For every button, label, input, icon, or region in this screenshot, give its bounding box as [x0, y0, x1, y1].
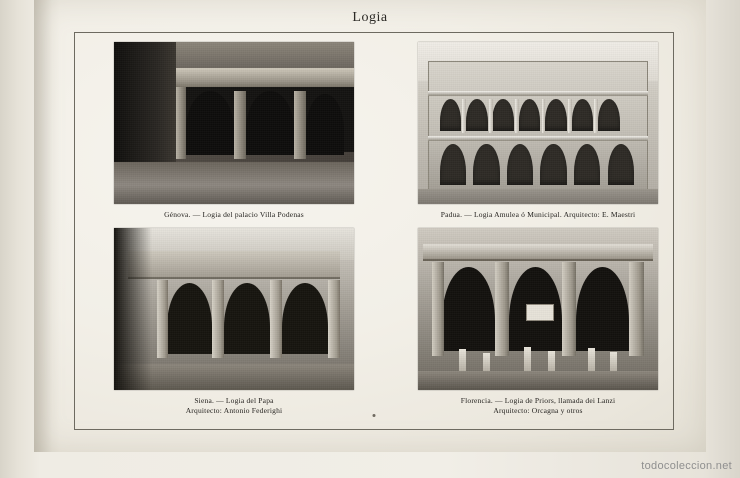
- figure-siena: [114, 228, 354, 416]
- statue-shape: [459, 349, 466, 371]
- photo-padua: [418, 42, 658, 204]
- figure-caption: [114, 396, 354, 416]
- arch-shape: [224, 283, 270, 354]
- ground-shape: [418, 189, 658, 204]
- caption-line-2: Arquitecto: Orcagna y otros: [493, 406, 583, 415]
- statue-shape: [588, 348, 595, 371]
- statue-shape: [548, 351, 555, 371]
- pier-shape: [562, 262, 576, 356]
- statue-shape: [610, 352, 617, 371]
- attic-storey-shape: [128, 251, 339, 279]
- arch-shape: [576, 267, 629, 351]
- figure-caption: [418, 210, 658, 220]
- pier-shape: [432, 262, 444, 356]
- plinth-shape: [418, 371, 658, 390]
- pier-shape: [270, 280, 282, 358]
- pier-shape: [176, 87, 186, 158]
- banner-shape: [526, 304, 554, 321]
- vault-shape: [172, 42, 354, 71]
- column-shape: [542, 99, 546, 133]
- pier-shape: [234, 91, 246, 159]
- pier-shape: [157, 280, 168, 358]
- caption-line-1: Siena. — Logia del Papa: [194, 396, 274, 405]
- photo-genova: [114, 42, 354, 204]
- caption-line-1: Florencia. — Logia de Priors, llamada dei Lanzi: [460, 396, 616, 405]
- binding-gutter-shadow: [34, 0, 60, 452]
- statue-shape: [483, 353, 490, 371]
- caption-line-1: Génova. — Logia del palacio Villa Podenas: [164, 210, 304, 219]
- statue-shape: [524, 347, 531, 371]
- column-shape: [568, 99, 572, 133]
- photo-siena: [114, 228, 354, 390]
- column-shape: [594, 99, 598, 133]
- cornice-shape: [428, 136, 649, 141]
- pier-shape: [328, 280, 340, 358]
- figure-padua: [418, 42, 658, 220]
- figure-genova: [114, 42, 354, 220]
- arch-shape: [167, 283, 213, 354]
- caption-line-1: Padua. — Logia Amulea ó Municipal. Arquitecto: E. Maestri: [440, 210, 636, 219]
- cornice-shape: [428, 91, 649, 96]
- figure-caption: [114, 210, 354, 220]
- column-shape: [515, 99, 519, 133]
- pier-shape: [495, 262, 509, 356]
- arch-shape: [442, 267, 495, 351]
- cornice-shape: [423, 244, 653, 261]
- photo-florencia: [418, 228, 658, 390]
- pier-shape: [294, 91, 306, 159]
- column-shape: [462, 99, 466, 133]
- arch-shape: [282, 283, 328, 354]
- watermark-text: todocoleccion.net: [641, 460, 732, 472]
- floor-shape: [114, 162, 354, 204]
- shadow-left: [114, 228, 152, 390]
- entablature-shape: [172, 68, 354, 87]
- column-shape: [489, 99, 493, 133]
- pier-shape: [629, 262, 643, 356]
- figure-caption: [418, 396, 658, 416]
- figure-florencia: [418, 228, 658, 416]
- pier-shape: [212, 280, 224, 358]
- plate-center-dot: [373, 414, 376, 417]
- caption-line-2: Arquitecto: Antonio Federighi: [185, 406, 283, 415]
- page-title: Logia: [352, 10, 388, 25]
